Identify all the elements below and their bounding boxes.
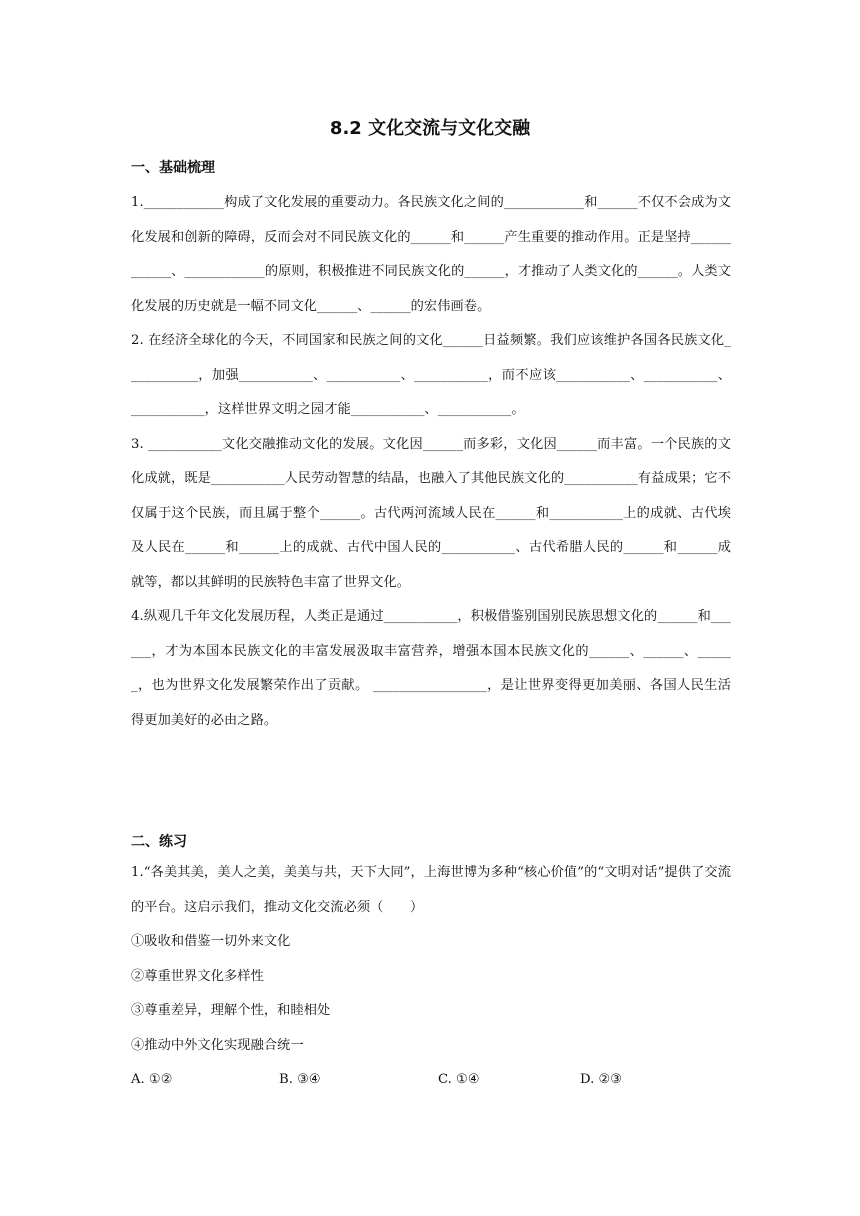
basics-paragraph-2: 2. 在经济全球化的今天，不同国家和民族之间的文化______日益频繁。我们应该维护各国各民族文化___________，加强___________、___________、___________，而不应该___________、___________、___________，这样世界文明之园才能___________、___________。 [131,333,731,417]
choice-a[interactable]: A. ①② [131,1072,173,1087]
statement-item: ①吸收和借鉴一切外来文化 [131,934,291,949]
exercise-body [131,856,731,1063]
basics-paragraph-3: 3. ___________文化交融推动文化的发展。文化因______而多彩，文化因______而丰富。一个民族的文化成就，既是___________人民劳动智慧的结晶，也融入了其他民族文化的___________有益成果；它不仅属于这个民族，而且属于整个______。古代两河流域人民在______和___________上的成就、古代埃及人民在______和______上的成就、古代中国人民的___________、古代希腊人民的______和______成就等，都以其鲜明的民族特色丰富了世界文化。 [131,436,731,590]
basics-body [131,186,731,738]
section-heading-exercises: 二、练习 [131,834,187,850]
basics-paragraph-1: 1.____________构成了文化发展的重要动力。各民族文化之间的____________和______不仅不会成为文化发展和创新的障碍，反而会对不同民族文化的______和______产生重要的推动作用。正是坚持____________、____________的原则，积极推进不同民族文化的______，才推动了人类文化的______。人类文化发展的历史就是一幅不同文化______、______的宏伟画卷。 [131,195,731,314]
choice-c[interactable]: C. ①④ [438,1072,480,1087]
answer-choices [131,1066,731,1094]
statement-item: ③尊重差异，理解个性，和睦相处 [131,1003,331,1018]
statement-item: ②尊重世界文化多样性 [131,968,264,984]
choice-b[interactable]: B. ③④ [279,1072,321,1087]
section-heading-basics: 一、基础梳理 [131,160,215,176]
document-title: 8.2 文化交流与文化交融 [329,118,531,139]
basics-paragraph-4: 4.纵观几千年文化发展历程，人类正是通过___________，积极借鉴别国别民族思想文化的______和______，才为本国本民族文化的丰富发展汲取丰富营养，增强本国本民族文化的______、______、______，也为世界文化发展繁荣作出了贡献。 _________________，是让世界变得更加美丽、各国人民生活得更加美好的必由之路。 [131,609,731,728]
choice-d[interactable]: D. ②③ [580,1072,623,1087]
question-stem: 1.“各美其美，美人之美，美美与共，天下大同”，上海世博为多种“核心价值”的“文明对话”提供了交流的平台。这启示我们，推动文化交流必须（ ） [131,865,731,915]
statement-item: ④推动中外文化实现融合统一 [131,1037,304,1053]
